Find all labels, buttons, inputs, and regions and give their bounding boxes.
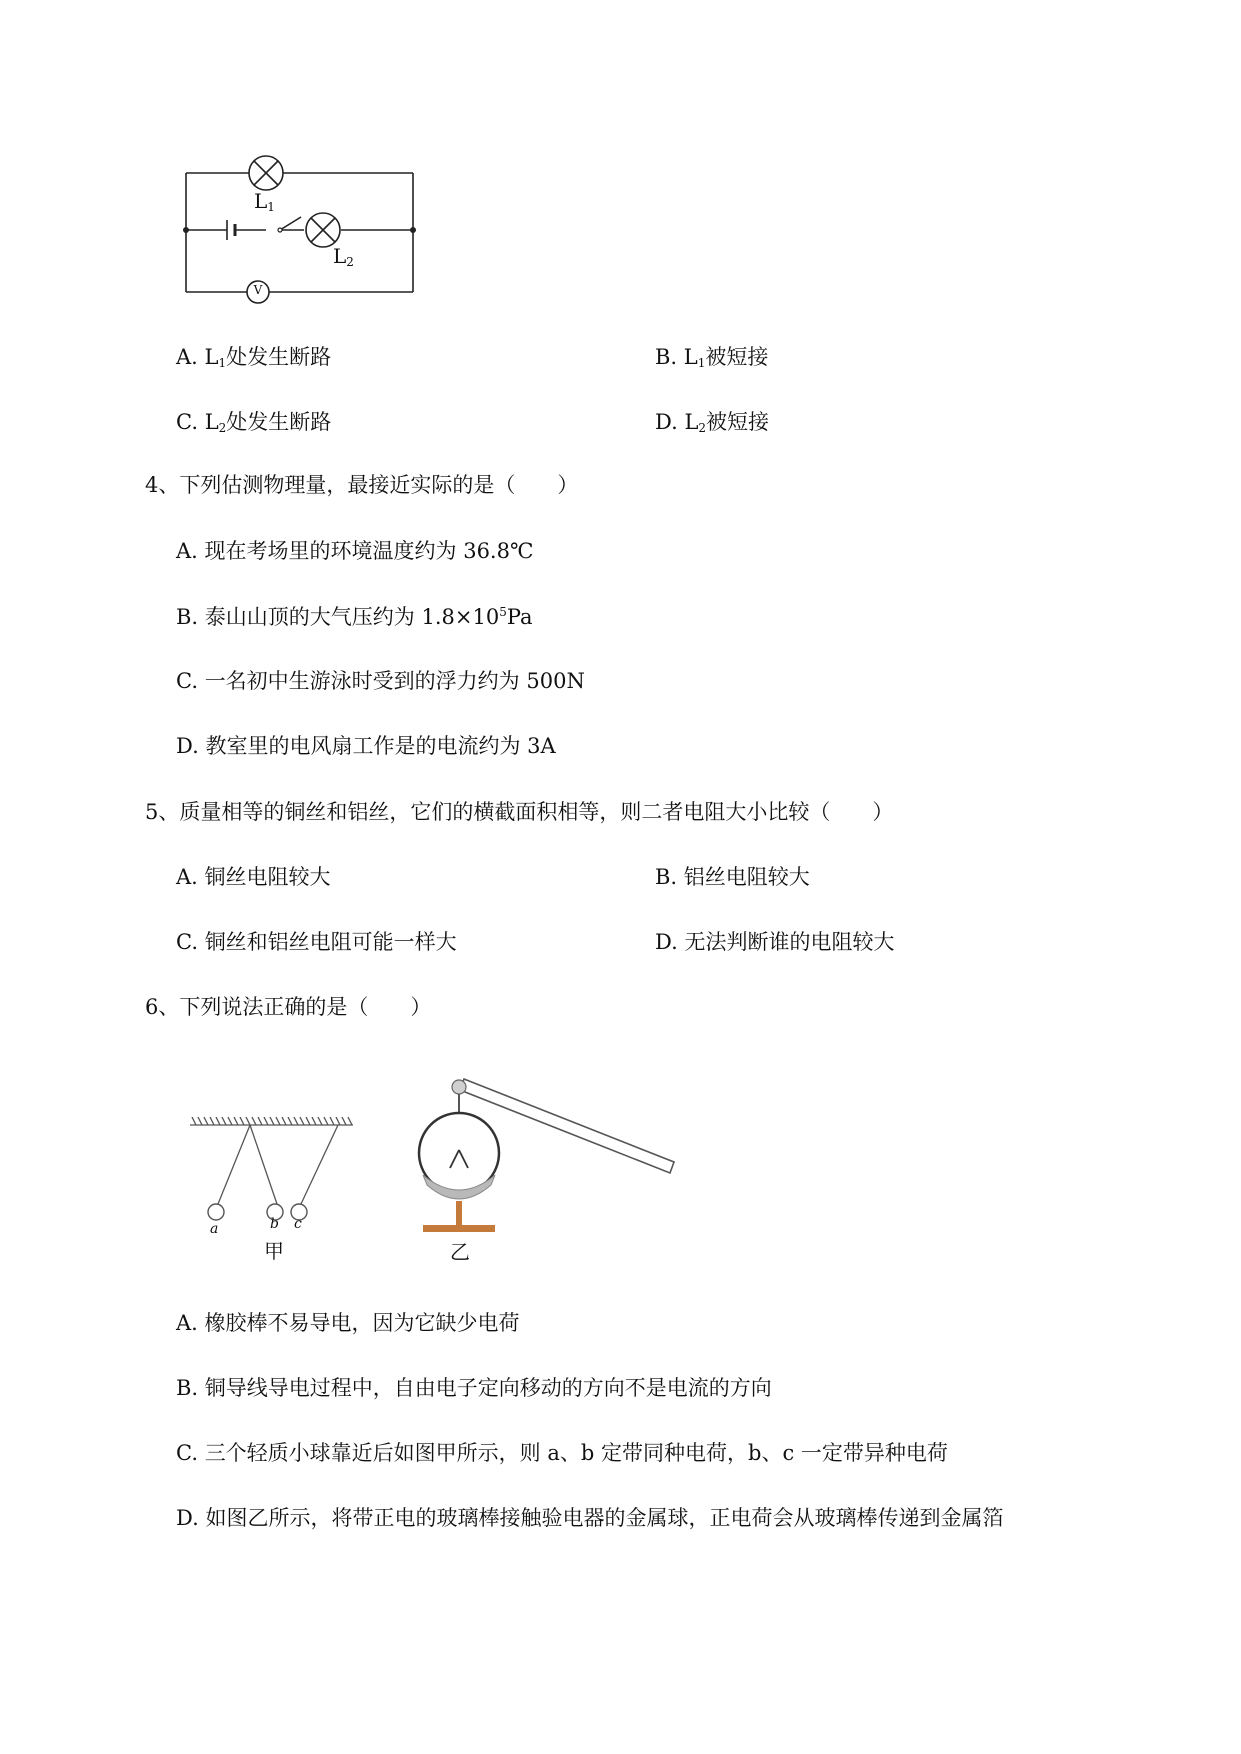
caption-jia: 甲 (264, 1239, 284, 1263)
metal-ball-icon (452, 1080, 466, 1094)
q5-option-c[interactable]: C. 铜丝和铝丝电阻可能一样大 (176, 930, 457, 954)
label-ball-b: b (270, 1216, 279, 1232)
ball-a-icon (208, 1204, 224, 1220)
label-ball-a: a (210, 1221, 219, 1237)
q5-stem: 5、质量相等的铜丝和铝丝，它们的横截面积相等，则二者电阻大小比较（ ） (145, 800, 894, 824)
q6-option-a[interactable]: A. 橡胶棒不易导电，因为它缺少电荷 (176, 1311, 520, 1335)
q4-option-c[interactable]: C. 一名初中生游泳时受到的浮力约为 500N (176, 669, 585, 693)
q5-option-d[interactable]: D. 无法判断谁的电阻较大 (655, 930, 895, 954)
figure-yi-electroscope (415, 1065, 685, 1235)
q6-option-b[interactable]: B. 铜导线导电过程中，自由电子定向移动的方向不是电流的方向 (176, 1376, 772, 1400)
q3-option-d[interactable]: D. $L_2$被短接 (655, 410, 770, 435)
label-l2: $L_2$ (333, 244, 354, 269)
q4-option-a[interactable]: A. 现在考场里的环境温度约为 36.8℃ (176, 539, 534, 563)
q4-stem: 4、下列估测物理量，最接近实际的是（ ） (145, 473, 579, 497)
caption-yi: 乙 (450, 1240, 470, 1264)
q5-option-b[interactable]: B. 铝丝电阻较大 (655, 865, 810, 889)
q3-option-a[interactable]: A. $L_1$处发生断路 (176, 345, 332, 370)
q3-option-c[interactable]: C. $L_2$处发生断路 (176, 410, 332, 435)
label-voltmeter: V (253, 283, 263, 297)
lamp-l2-icon (306, 213, 340, 247)
q6-option-c[interactable]: C. 三个轻质小球靠近后如图甲所示，则 a、b 定带同种电荷，b、c 一定带异种电荷 (176, 1441, 948, 1465)
q4-option-b[interactable]: B. 泰山山顶的大气压约为 $1.8\times 10^5Pa$ (176, 605, 533, 629)
q6-option-d[interactable]: D. 如图乙所示，将带正电的玻璃棒接触验电器的金属球，正电荷会从玻璃棒传递到金属箔 (176, 1506, 1004, 1530)
label-l1: $L_1$ (254, 189, 275, 214)
q3-option-b[interactable]: B. $L_1$被短接 (655, 345, 769, 370)
label-ball-c: c (294, 1216, 302, 1232)
q5-option-a[interactable]: A. 铜丝电阻较大 (176, 865, 331, 889)
figure-jia-pendulums (188, 1115, 358, 1225)
lamp-l1-icon (249, 156, 283, 190)
q6-stem: 6、下列说法正确的是（ ） (145, 995, 432, 1019)
q4-option-d[interactable]: D. 教室里的电风扇工作是的电流约为 3A (176, 734, 556, 758)
circuit-diagram (180, 150, 420, 300)
